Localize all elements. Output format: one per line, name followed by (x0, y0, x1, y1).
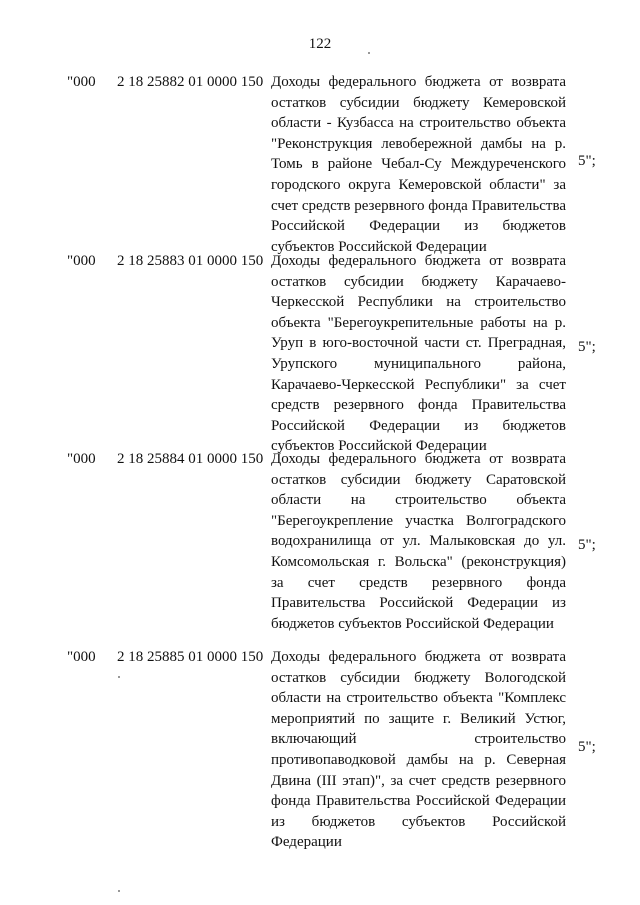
scan-speck (118, 890, 120, 892)
entry-classification-code: 2 18 25884 01 0000 150 (117, 451, 264, 467)
entry-classification-code: 2 18 25885 01 0000 150 (117, 649, 264, 665)
budget-entry (0, 647, 640, 851)
entry-code-prefix: "000 (67, 649, 96, 665)
page-number: 122 (308, 36, 332, 52)
entry-amount: 5"; (578, 537, 596, 553)
scan-speck (118, 676, 120, 678)
entry-description: Доходы федерального бюджета от возврата остатков субсидии бюджету Саратовской области на строительство объекта "Берегоукрепление участка Волгоградского водохранилища от ул. Малыковская до ул. Комсомольская г. Вольска" (реконструкция) за счет средств резервного фонда Правительства Российской Федерации из бюджетов субъектов Российской Федерации (271, 451, 566, 632)
entry-code-prefix: "000 (67, 451, 96, 467)
entry-code-prefix: "000 (67, 253, 96, 269)
budget-entry (0, 449, 640, 644)
entry-classification-code: 2 18 25882 01 0000 150 (117, 74, 264, 90)
budget-entry (0, 72, 640, 255)
entry-code-prefix: "000 (67, 74, 96, 90)
entry-amount: 5"; (578, 739, 596, 755)
budget-entry (0, 251, 640, 455)
entry-amount: 5"; (578, 153, 596, 169)
entry-classification-code: 2 18 25883 01 0000 150 (117, 253, 264, 269)
entry-description: Доходы федерального бюджета от возврата остатков субсидии бюджету Вологодской области на строительство объекта "Комплекс мероприятий по защите г. Великий Устюг, включающий строительство противопаводковой дамбы на р. Северная Двина (III этап)", за счет средств резервного фонда Правительства Российской Федерации из бюджетов субъектов Российской Федерации (271, 649, 566, 851)
entry-description: Доходы федерального бюджета от возврата остатков субсидии бюджету Кемеровской области - Кузбасса на строительство объекта "Реконструкция левобережной дамбы на р. Томь в районе Чебал-Су Междуреченского городского округа Кемеровской области" за счет средств резервного фонда Правительства Российской Федерации из бюджетов субъектов Российской Федерации (271, 74, 566, 255)
entry-amount: 5"; (578, 339, 596, 355)
entry-description: Доходы федерального бюджета от возврата остатков субсидии бюджету Карачаево-Черкесской Республики на строительство объекта "Берегоукрепительные работы на р. Уруп в юго-восточной части ст. Преградная, Урупского муниципального района, Карачаево-Черкесской Республики" за счет средств резервного фонда Правительства Российской Федерации из бюджетов субъектов Российской Федерации (271, 253, 566, 455)
scan-speck (368, 52, 370, 54)
